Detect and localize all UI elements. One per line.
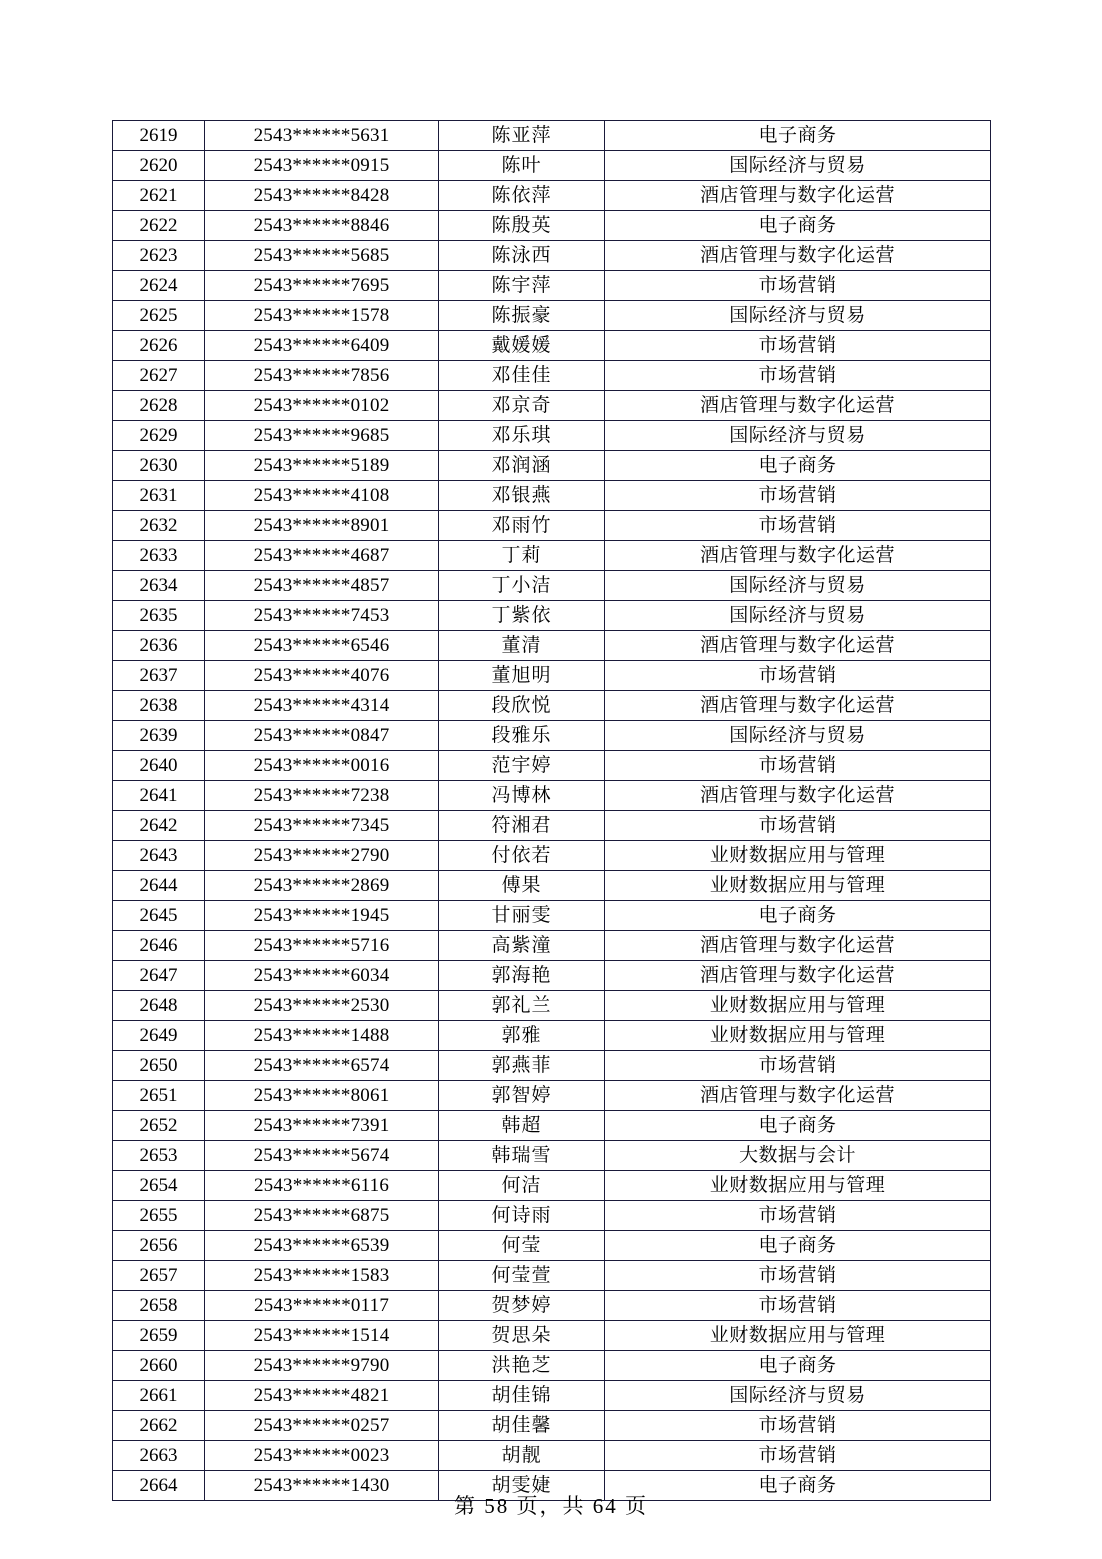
cell-sequence: 2654	[113, 1171, 205, 1201]
cell-name: 董清	[439, 631, 605, 661]
cell-sequence: 2651	[113, 1081, 205, 1111]
cell-major: 市场营销	[605, 1291, 991, 1321]
table-row	[113, 1111, 991, 1141]
cell-sequence: 2662	[113, 1411, 205, 1441]
cell-major: 电子商务	[605, 1351, 991, 1381]
cell-name: 邓润涵	[439, 451, 605, 481]
cell-major: 酒店管理与数字化运营	[605, 691, 991, 721]
cell-sequence: 2652	[113, 1111, 205, 1141]
cell-name: 贺梦婷	[439, 1291, 605, 1321]
cell-sequence: 2635	[113, 601, 205, 631]
page-number-text: 第 58 页，共 64 页	[454, 1494, 648, 1518]
table-body	[113, 121, 991, 1501]
cell-major: 市场营销	[605, 511, 991, 541]
cell-id-number: 2543******6409	[205, 331, 439, 361]
cell-id-number: 2543******1514	[205, 1321, 439, 1351]
table-row	[113, 151, 991, 181]
cell-id-number: 2543******1430	[205, 1471, 439, 1501]
table-row	[113, 421, 991, 451]
cell-id-number: 2543******9790	[205, 1351, 439, 1381]
table-row	[113, 871, 991, 901]
cell-name: 何莹萱	[439, 1261, 605, 1291]
cell-name: 陈亚萍	[439, 121, 605, 151]
cell-major: 市场营销	[605, 1411, 991, 1441]
cell-sequence: 2641	[113, 781, 205, 811]
cell-major: 业财数据应用与管理	[605, 1321, 991, 1351]
cell-sequence: 2661	[113, 1381, 205, 1411]
cell-id-number: 2543******0023	[205, 1441, 439, 1471]
cell-sequence: 2623	[113, 241, 205, 271]
cell-name: 段欣悦	[439, 691, 605, 721]
table-row	[113, 1261, 991, 1291]
table-row	[113, 541, 991, 571]
cell-name: 郭燕菲	[439, 1051, 605, 1081]
cell-major: 市场营销	[605, 331, 991, 361]
cell-name: 陈叶	[439, 151, 605, 181]
cell-major: 酒店管理与数字化运营	[605, 631, 991, 661]
cell-major: 业财数据应用与管理	[605, 841, 991, 871]
cell-major: 市场营销	[605, 361, 991, 391]
cell-name: 陈宇萍	[439, 271, 605, 301]
cell-major: 酒店管理与数字化运营	[605, 541, 991, 571]
cell-sequence: 2633	[113, 541, 205, 571]
cell-major: 市场营销	[605, 1051, 991, 1081]
cell-id-number: 2543******0016	[205, 751, 439, 781]
cell-name: 何莹	[439, 1231, 605, 1261]
cell-sequence: 2659	[113, 1321, 205, 1351]
cell-id-number: 2543******8901	[205, 511, 439, 541]
cell-id-number: 2543******0847	[205, 721, 439, 751]
table-row	[113, 1141, 991, 1171]
cell-name: 郭礼兰	[439, 991, 605, 1021]
cell-major: 电子商务	[605, 451, 991, 481]
cell-major: 国际经济与贸易	[605, 601, 991, 631]
table-row	[113, 1051, 991, 1081]
cell-sequence: 2626	[113, 331, 205, 361]
table-row	[113, 661, 991, 691]
page-footer	[0, 1490, 1102, 1520]
cell-sequence: 2636	[113, 631, 205, 661]
cell-name: 邓京奇	[439, 391, 605, 421]
cell-id-number: 2543******4821	[205, 1381, 439, 1411]
cell-major: 酒店管理与数字化运营	[605, 181, 991, 211]
table-row	[113, 211, 991, 241]
cell-id-number: 2543******6034	[205, 961, 439, 991]
cell-sequence: 2660	[113, 1351, 205, 1381]
cell-major: 酒店管理与数字化运营	[605, 241, 991, 271]
cell-sequence: 2637	[113, 661, 205, 691]
cell-name: 胡雯婕	[439, 1471, 605, 1501]
cell-name: 贺思朵	[439, 1321, 605, 1351]
cell-name: 丁莉	[439, 541, 605, 571]
cell-major: 市场营销	[605, 811, 991, 841]
cell-id-number: 2543******7695	[205, 271, 439, 301]
cell-name: 郭雅	[439, 1021, 605, 1051]
cell-name: 邓银燕	[439, 481, 605, 511]
cell-name: 甘丽雯	[439, 901, 605, 931]
cell-sequence: 2650	[113, 1051, 205, 1081]
cell-sequence: 2648	[113, 991, 205, 1021]
table-row	[113, 601, 991, 631]
cell-sequence: 2646	[113, 931, 205, 961]
cell-major: 市场营销	[605, 1441, 991, 1471]
cell-id-number: 2543******0117	[205, 1291, 439, 1321]
cell-id-number: 2543******6875	[205, 1201, 439, 1231]
student-roster-table	[112, 120, 991, 1501]
table-row	[113, 241, 991, 271]
cell-name: 胡佳锦	[439, 1381, 605, 1411]
cell-name: 韩瑞雪	[439, 1141, 605, 1171]
cell-major: 市场营销	[605, 1201, 991, 1231]
table-row	[113, 781, 991, 811]
cell-major: 国际经济与贸易	[605, 1381, 991, 1411]
cell-major: 电子商务	[605, 121, 991, 151]
cell-id-number: 2543******5685	[205, 241, 439, 271]
table-row	[113, 1411, 991, 1441]
cell-name: 丁紫依	[439, 601, 605, 631]
cell-major: 电子商务	[605, 1471, 991, 1501]
cell-major: 国际经济与贸易	[605, 151, 991, 181]
cell-major: 酒店管理与数字化运营	[605, 391, 991, 421]
cell-id-number: 2543******6539	[205, 1231, 439, 1261]
cell-id-number: 2543******9685	[205, 421, 439, 451]
cell-name: 陈依萍	[439, 181, 605, 211]
cell-id-number: 2543******6116	[205, 1171, 439, 1201]
table-row	[113, 721, 991, 751]
cell-id-number: 2543******0257	[205, 1411, 439, 1441]
table-row	[113, 391, 991, 421]
cell-name: 董旭明	[439, 661, 605, 691]
cell-sequence: 2658	[113, 1291, 205, 1321]
cell-id-number: 2543******7238	[205, 781, 439, 811]
cell-name: 傅果	[439, 871, 605, 901]
cell-id-number: 2543******2790	[205, 841, 439, 871]
cell-name: 付依若	[439, 841, 605, 871]
cell-id-number: 2543******2530	[205, 991, 439, 1021]
cell-id-number: 2543******4314	[205, 691, 439, 721]
table-row	[113, 1441, 991, 1471]
table-row	[113, 121, 991, 151]
cell-name: 郭智婷	[439, 1081, 605, 1111]
table-row	[113, 451, 991, 481]
cell-name: 邓雨竹	[439, 511, 605, 541]
cell-major: 国际经济与贸易	[605, 571, 991, 601]
table-row	[113, 1291, 991, 1321]
cell-sequence: 2632	[113, 511, 205, 541]
cell-id-number: 2543******1945	[205, 901, 439, 931]
cell-id-number: 2543******4108	[205, 481, 439, 511]
cell-id-number: 2543******1583	[205, 1261, 439, 1291]
cell-major: 市场营销	[605, 271, 991, 301]
table-row	[113, 1021, 991, 1051]
cell-sequence: 2642	[113, 811, 205, 841]
table-row	[113, 901, 991, 931]
table-row	[113, 1351, 991, 1381]
cell-id-number: 2543******0102	[205, 391, 439, 421]
cell-name: 胡靓	[439, 1441, 605, 1471]
cell-sequence: 2620	[113, 151, 205, 181]
table-row	[113, 571, 991, 601]
cell-sequence: 2622	[113, 211, 205, 241]
cell-sequence: 2629	[113, 421, 205, 451]
cell-name: 符湘君	[439, 811, 605, 841]
cell-sequence: 2645	[113, 901, 205, 931]
cell-major: 市场营销	[605, 751, 991, 781]
cell-major: 电子商务	[605, 211, 991, 241]
cell-id-number: 2543******8846	[205, 211, 439, 241]
cell-sequence: 2657	[113, 1261, 205, 1291]
cell-id-number: 2543******1578	[205, 301, 439, 331]
cell-sequence: 2638	[113, 691, 205, 721]
table-row	[113, 1171, 991, 1201]
cell-major: 市场营销	[605, 661, 991, 691]
cell-id-number: 2543******6546	[205, 631, 439, 661]
table-row	[113, 691, 991, 721]
cell-id-number: 2543******4076	[205, 661, 439, 691]
cell-id-number: 2543******5189	[205, 451, 439, 481]
cell-name: 段雅乐	[439, 721, 605, 751]
table-row	[113, 751, 991, 781]
cell-id-number: 2543******4687	[205, 541, 439, 571]
cell-name: 邓乐琪	[439, 421, 605, 451]
cell-name: 范宇婷	[439, 751, 605, 781]
table-row	[113, 301, 991, 331]
cell-major: 业财数据应用与管理	[605, 871, 991, 901]
cell-name: 韩超	[439, 1111, 605, 1141]
cell-name: 郭海艳	[439, 961, 605, 991]
cell-name: 何诗雨	[439, 1201, 605, 1231]
cell-sequence: 2664	[113, 1471, 205, 1501]
table-row	[113, 991, 991, 1021]
cell-major: 业财数据应用与管理	[605, 1021, 991, 1051]
cell-id-number: 2543******1488	[205, 1021, 439, 1051]
table-row	[113, 1201, 991, 1231]
table-row	[113, 181, 991, 211]
cell-sequence: 2643	[113, 841, 205, 871]
cell-major: 国际经济与贸易	[605, 721, 991, 751]
cell-sequence: 2624	[113, 271, 205, 301]
table-row	[113, 481, 991, 511]
cell-major: 市场营销	[605, 1261, 991, 1291]
cell-name: 何洁	[439, 1171, 605, 1201]
cell-sequence: 2627	[113, 361, 205, 391]
table-row	[113, 511, 991, 541]
table-row	[113, 1381, 991, 1411]
cell-major: 业财数据应用与管理	[605, 1171, 991, 1201]
cell-sequence: 2628	[113, 391, 205, 421]
cell-major: 电子商务	[605, 901, 991, 931]
cell-major: 电子商务	[605, 1231, 991, 1261]
cell-id-number: 2543******6574	[205, 1051, 439, 1081]
cell-major: 国际经济与贸易	[605, 421, 991, 451]
cell-id-number: 2543******2869	[205, 871, 439, 901]
cell-sequence: 2663	[113, 1441, 205, 1471]
table-row	[113, 331, 991, 361]
cell-name: 陈振豪	[439, 301, 605, 331]
table-row	[113, 361, 991, 391]
table-row	[113, 1231, 991, 1261]
cell-id-number: 2543******7345	[205, 811, 439, 841]
cell-name: 洪艳芝	[439, 1351, 605, 1381]
cell-major: 酒店管理与数字化运营	[605, 961, 991, 991]
cell-sequence: 2644	[113, 871, 205, 901]
cell-name: 高紫潼	[439, 931, 605, 961]
cell-name: 戴媛媛	[439, 331, 605, 361]
cell-id-number: 2543******5674	[205, 1141, 439, 1171]
cell-id-number: 2543******7856	[205, 361, 439, 391]
cell-major: 酒店管理与数字化运营	[605, 1081, 991, 1111]
cell-sequence: 2647	[113, 961, 205, 991]
table-row	[113, 841, 991, 871]
cell-major: 市场营销	[605, 481, 991, 511]
cell-sequence: 2630	[113, 451, 205, 481]
cell-sequence: 2655	[113, 1201, 205, 1231]
cell-sequence: 2640	[113, 751, 205, 781]
cell-sequence: 2619	[113, 121, 205, 151]
cell-id-number: 2543******7391	[205, 1111, 439, 1141]
table-row	[113, 1081, 991, 1111]
cell-sequence: 2621	[113, 181, 205, 211]
cell-sequence: 2634	[113, 571, 205, 601]
cell-name: 陈殷英	[439, 211, 605, 241]
cell-id-number: 2543******5631	[205, 121, 439, 151]
table-row	[113, 811, 991, 841]
cell-sequence: 2631	[113, 481, 205, 511]
table-row	[113, 931, 991, 961]
cell-sequence: 2649	[113, 1021, 205, 1051]
cell-major: 酒店管理与数字化运营	[605, 781, 991, 811]
cell-major: 国际经济与贸易	[605, 301, 991, 331]
cell-major: 酒店管理与数字化运营	[605, 931, 991, 961]
cell-sequence: 2625	[113, 301, 205, 331]
cell-name: 邓佳佳	[439, 361, 605, 391]
cell-name: 丁小洁	[439, 571, 605, 601]
cell-id-number: 2543******4857	[205, 571, 439, 601]
cell-major: 电子商务	[605, 1111, 991, 1141]
cell-sequence: 2653	[113, 1141, 205, 1171]
table-row	[113, 1321, 991, 1351]
cell-id-number: 2543******0915	[205, 151, 439, 181]
table-row	[113, 631, 991, 661]
cell-sequence: 2639	[113, 721, 205, 751]
cell-major: 业财数据应用与管理	[605, 991, 991, 1021]
cell-id-number: 2543******8428	[205, 181, 439, 211]
cell-sequence: 2656	[113, 1231, 205, 1261]
cell-id-number: 2543******7453	[205, 601, 439, 631]
cell-major: 大数据与会计	[605, 1141, 991, 1171]
cell-id-number: 2543******8061	[205, 1081, 439, 1111]
cell-name: 胡佳馨	[439, 1411, 605, 1441]
table-row	[113, 271, 991, 301]
table-row	[113, 961, 991, 991]
cell-name: 陈泳西	[439, 241, 605, 271]
cell-id-number: 2543******5716	[205, 931, 439, 961]
cell-name: 冯博林	[439, 781, 605, 811]
